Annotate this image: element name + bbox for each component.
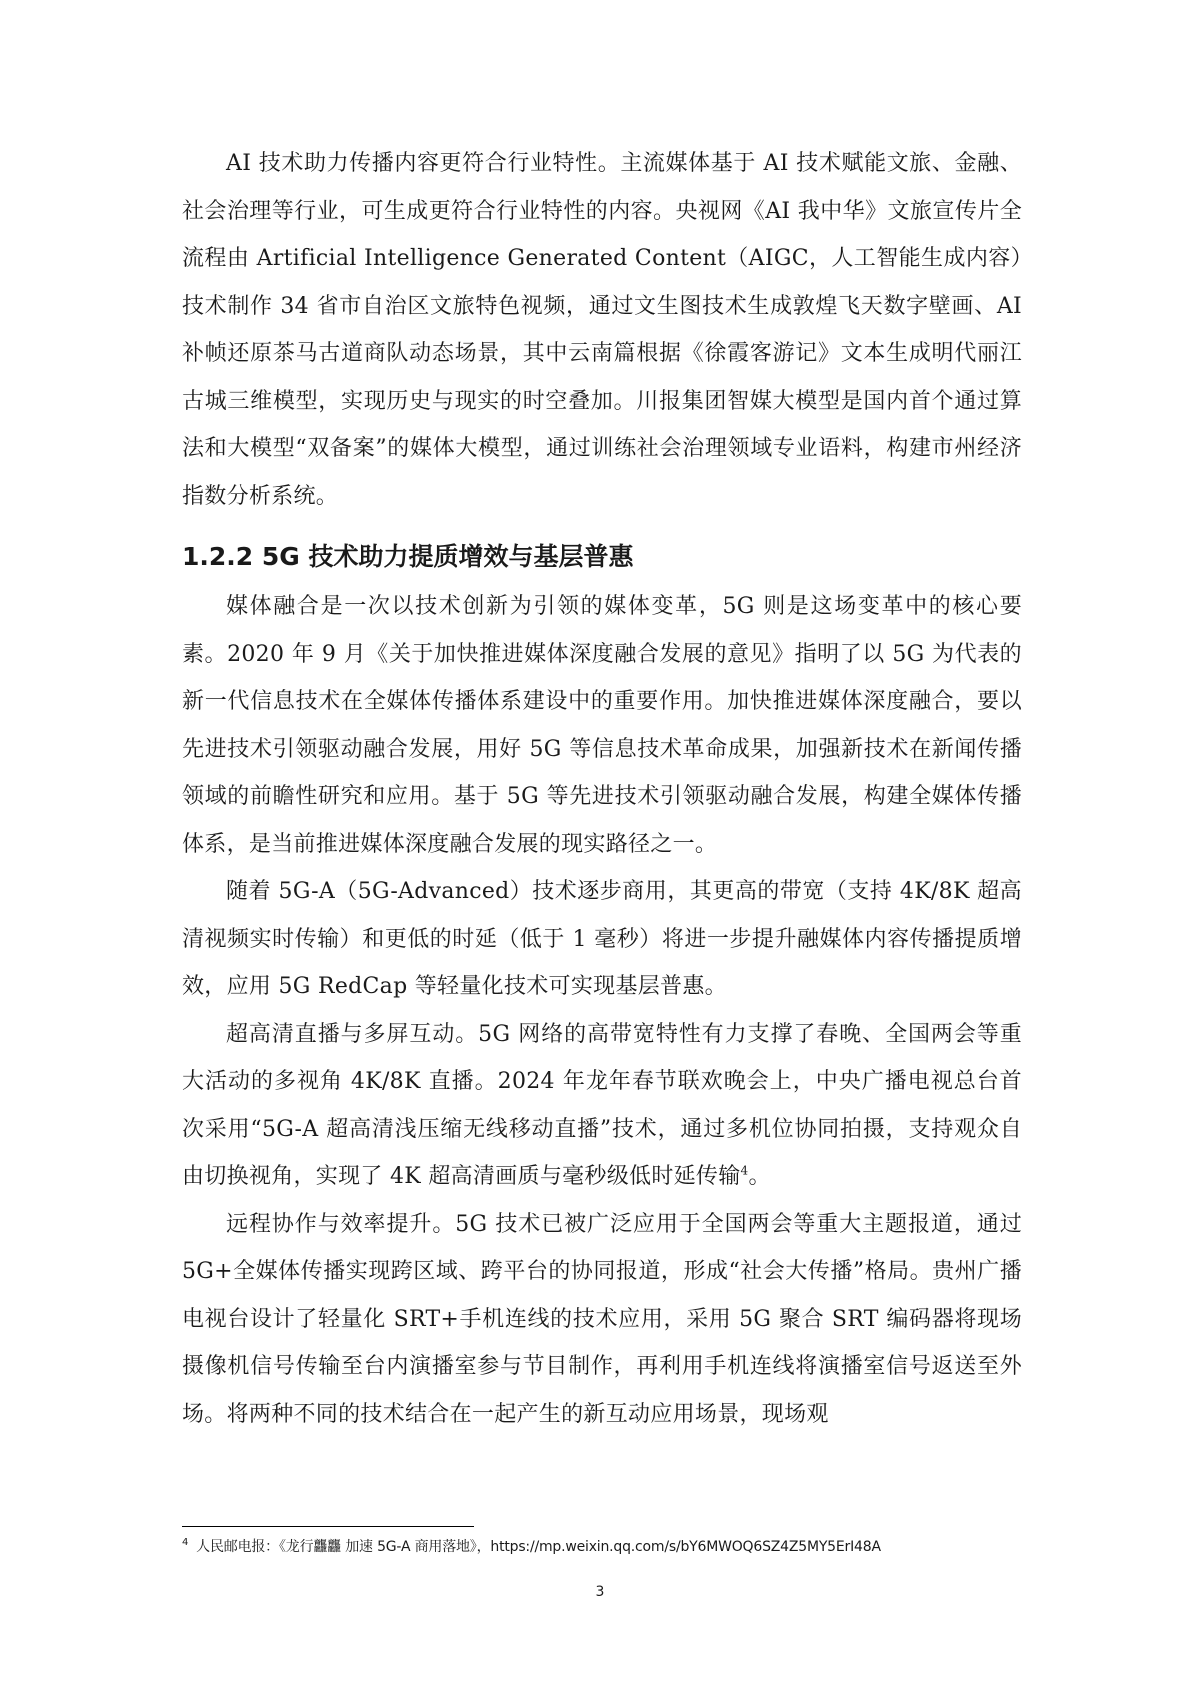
paragraph-uhd-live bbox=[182, 1011, 1022, 1201]
page-number: 3 bbox=[595, 1584, 605, 1600]
paragraph-5g-advanced: 随着 5G-A（5G-Advanced）技术逐步商用，其更高的带宽（支持 4K/8K 超高清视频实时传输）和更低的时延（低于 1 毫秒）将进一步提升融媒体内容传播提质增效，应用 5G RedCap 等轻量化技术可实现基层普惠。 bbox=[182, 879, 1022, 999]
footnote bbox=[182, 1536, 1042, 1558]
footnote-divider bbox=[182, 1526, 474, 1527]
footnote-text[interactable]: 人民邮电报：《龙行龘龘 加速 5G-A 商用落地》，https://mp.weixin.qq.com/s/bY6MWOQ6SZ4Z5MY5ErI48A bbox=[196, 1539, 881, 1555]
paragraph-media-fusion: 媒体融合是一次以技术创新为引领的媒体变革，5G 则是这场变革中的核心要素。2020 年 9 月《关于加快推进媒体深度融合发展的意见》指明了以 5G 为代表的新一代信息技术在全媒体传播体系建设中的重要作用。加快推进媒体深度融合，要以先进技术引领驱动融合发展，用好 5G 等信息技术革命成果，加强新技术在新闻传播领域的前瞻性研究和应用。基于 5G 等先进技术引领驱动融合发展，构建全媒体传播体系，是当前推进媒体深度融合发展的现实路径之一。 bbox=[182, 594, 1022, 857]
paragraph-ai-industry: AI 技术助力传播内容更符合行业特性。主流媒体基于 AI 技术赋能文旅、金融、社会治理等行业，可生成更符合行业特性的内容。央视网《AI 我中华》文旅宣传片全流程由 Artificial Intelligence Generated Content（AIGC，人工智能生成内容）技术制作 34 省市自治区文旅特色视频，通过文生图技术生成敦煌飞天数字壁画、AI 补帧还原茶马古道商队动态场景，其中云南篇根据《徐霞客游记》文本生成明代丽江古城三维模型，实现历史与现实的时空叠加。川报集团智媒大模型是国内首个通过算法和大模型“双备案”的媒体大模型，通过训练社会治理领域专业语料，构建市州经济指数分析系统。 bbox=[182, 151, 1022, 509]
paragraph-uhd-live-end: 。 bbox=[748, 1164, 771, 1189]
section-heading: 1.2.2 5G 技术助力提质增效与基层普惠 bbox=[182, 542, 634, 571]
footnote-ref[interactable]: 4 bbox=[740, 1163, 749, 1178]
footnote-mark: 4 bbox=[182, 1537, 189, 1549]
paragraph-remote-collab: 远程协作与效率提升。5G 技术已被广泛应用于全国两会等重大主题报道，通过 5G+全媒体传播实现跨区域、跨平台的协同报道，形成“社会大传播”格局。贵州广播电视台设计了轻量化 SRT+手机连线的技术应用，采用 5G 聚合 SRT 编码器将现场摄像机信号传输至台内演播室参与节目制作，再利用手机连线将演播室信号返送至外场。将两种不同的技术结合在一起产生的新互动应用场景，现场观 bbox=[182, 1211, 1022, 1427]
paragraph-uhd-live-text: 超高清直播与多屏互动。5G 网络的高带宽特性有力支撑了春晚、全国两会等重大活动的多视角 4K/8K 直播。2024 年龙年春节联欢晚会上，中央广播电视总台首次采用“5G-A 超高清浅压缩无线移动直播”技术，通过多机位协同拍摄，支持观众自由切换视角，实现了 4K 超高清画质与毫秒级低时延传输 bbox=[182, 1021, 1022, 1189]
page-body bbox=[182, 140, 1022, 1438]
